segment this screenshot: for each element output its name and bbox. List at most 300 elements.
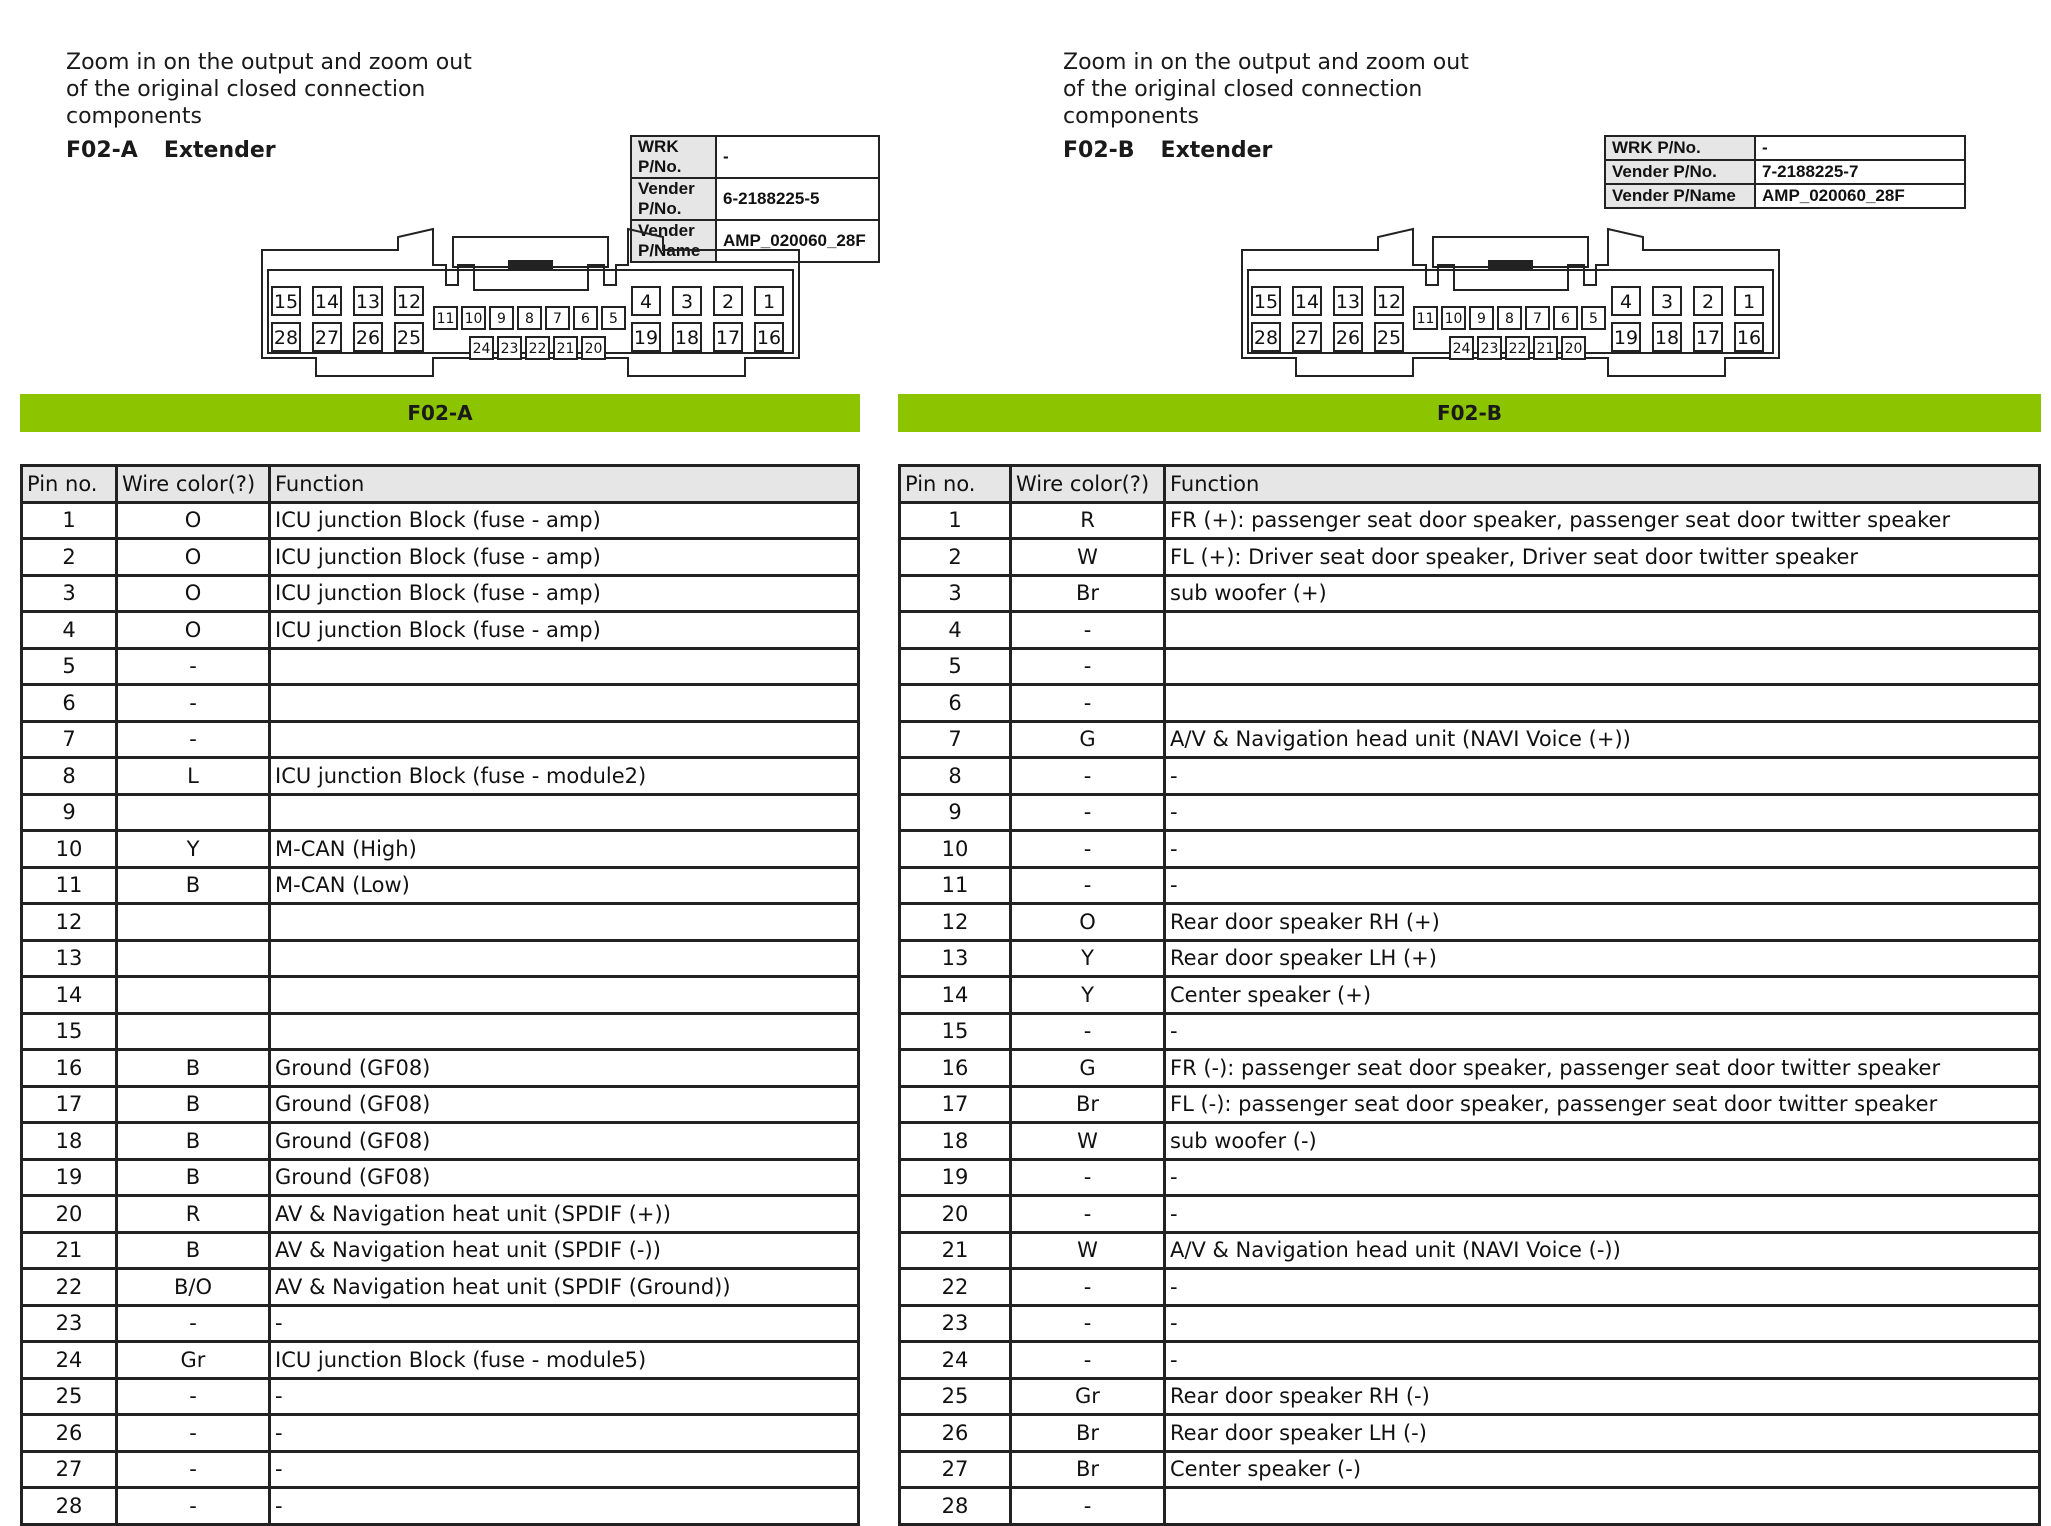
table-row (900, 1232, 2040, 1269)
connector-latch-slot (508, 260, 553, 270)
table-row (900, 1415, 2040, 1452)
pin-number-cell: 19 (22, 1159, 117, 1196)
function-cell: FR (-): passenger seat door speaker, passenger seat door twitter speaker (1165, 1050, 2040, 1087)
pin-cavity-label: 2 (1701, 290, 1715, 313)
column-header-wire-color: Wire color(?) (1011, 466, 1165, 503)
function-cell (270, 940, 859, 977)
wire-color-cell: O (117, 575, 270, 612)
table-row (22, 1196, 859, 1233)
table-row (22, 758, 859, 795)
pin-cavity-label: 19 (1613, 326, 1639, 349)
pin-number-cell: 3 (22, 575, 117, 612)
wire-color-cell: - (1011, 1159, 1165, 1196)
column-header-pin: Pin no. (900, 466, 1011, 503)
pin-cavity-label: 3 (1660, 290, 1674, 313)
table-row (900, 1050, 2040, 1087)
part-number-table (1604, 135, 1966, 209)
table-row (900, 1159, 2040, 1196)
table-row (22, 1159, 859, 1196)
pin-cavity-label: 23 (1480, 341, 1499, 358)
pin-number-cell: 9 (22, 794, 117, 831)
pin-cavity-label: 27 (314, 326, 340, 349)
function-cell: FL (-): passenger seat door speaker, passenger seat door twitter speaker (1165, 1086, 2040, 1123)
table-row (22, 721, 859, 758)
pin-cavity-label: 19 (633, 326, 659, 349)
wire-color-cell: - (1011, 1269, 1165, 1306)
pin-cavity-label: 16 (756, 326, 782, 349)
function-cell (1165, 685, 2040, 722)
function-cell: A/V & Navigation head unit (NAVI Voice (-)) (1165, 1232, 2040, 1269)
table-row (22, 1086, 859, 1123)
pin-number-cell: 28 (22, 1488, 117, 1525)
table-header-row (900, 466, 2040, 503)
table-row (900, 1086, 2040, 1123)
function-cell: Rear door speaker RH (-) (1165, 1378, 2040, 1415)
pin-number-cell: 3 (900, 575, 1011, 612)
pin-number-cell: 16 (900, 1050, 1011, 1087)
wire-color-cell (117, 940, 270, 977)
function-cell (270, 721, 859, 758)
function-cell: - (270, 1488, 859, 1525)
pin-cavity-label: 13 (1335, 290, 1361, 313)
pin-number-cell: 11 (22, 867, 117, 904)
pin-cavity-label: 12 (1376, 290, 1402, 313)
pin-cavity-label: 25 (396, 326, 422, 349)
pin-cavity-label: 13 (355, 290, 381, 313)
pin-number-cell: 23 (22, 1305, 117, 1342)
pin-cavity-label: 1 (762, 290, 776, 313)
wire-color-cell: - (117, 648, 270, 685)
pin-number-cell: 16 (22, 1050, 117, 1087)
pin-number-cell: 10 (22, 831, 117, 868)
function-cell: - (270, 1378, 859, 1415)
function-cell: - (1165, 1013, 2040, 1050)
part-number-key: Vender P/No. (1605, 160, 1755, 184)
wire-color-cell: - (1011, 1013, 1165, 1050)
wire-color-cell: B/O (117, 1269, 270, 1306)
wire-color-cell: - (1011, 794, 1165, 831)
function-cell: Ground (GF08) (270, 1086, 859, 1123)
table-row (22, 1342, 859, 1379)
function-cell (1165, 612, 2040, 649)
wire-color-cell: G (1011, 1050, 1165, 1087)
part-number-key: Vender P/Name (1605, 184, 1755, 208)
pin-number-cell: 26 (22, 1415, 117, 1452)
table-row (900, 867, 2040, 904)
function-cell: ICU junction Block (fuse - module2) (270, 758, 859, 795)
function-cell: M-CAN (Low) (270, 867, 859, 904)
section-bar: F02-B (898, 394, 2041, 432)
part-number-key: WRK P/No. (1605, 136, 1755, 160)
wire-color-cell: B (117, 1123, 270, 1160)
table-row (22, 1123, 859, 1160)
pin-cavity-label: 23 (500, 341, 519, 358)
table-row (22, 904, 859, 941)
pin-number-cell: 8 (900, 758, 1011, 795)
pin-number-cell: 12 (22, 904, 117, 941)
wire-color-cell: R (117, 1196, 270, 1233)
function-cell: - (270, 1451, 859, 1488)
pin-cavity-label: 11 (1416, 311, 1435, 328)
pin-number-cell: 13 (22, 940, 117, 977)
wire-color-cell: R (1011, 502, 1165, 539)
connector-name: Extender (1160, 138, 1273, 163)
table-row (22, 867, 859, 904)
pin-number-cell: 22 (22, 1269, 117, 1306)
table-row (900, 831, 2040, 868)
function-cell: sub woofer (+) (1165, 575, 2040, 612)
table-row (900, 648, 2040, 685)
column-header-wire-color: Wire color(?) (117, 466, 270, 503)
table-row (900, 685, 2040, 722)
pin-cavity-label: 6 (1561, 311, 1570, 328)
function-cell: ICU junction Block (fuse - amp) (270, 539, 859, 576)
table-row (900, 721, 2040, 758)
column-header-function: Function (1165, 466, 2040, 503)
pin-cavity-label: 16 (1736, 326, 1762, 349)
function-cell: - (1165, 1305, 2040, 1342)
table-row (900, 904, 2040, 941)
pin-cavity-label: 28 (273, 326, 299, 349)
table-row (900, 612, 2040, 649)
pin-number-cell: 10 (900, 831, 1011, 868)
pin-number-cell: 22 (900, 1269, 1011, 1306)
function-cell (1165, 1488, 2040, 1525)
part-number-value: 6-2188225-5 (716, 178, 879, 220)
pin-cavity-label: 21 (556, 341, 575, 358)
pin-cavity-label: 17 (715, 326, 741, 349)
table-row (22, 1488, 859, 1525)
wire-color-cell: - (1011, 1488, 1165, 1525)
pin-number-cell: 25 (22, 1378, 117, 1415)
table-row (900, 1342, 2040, 1379)
function-cell: Ground (GF08) (270, 1050, 859, 1087)
pin-cavity-label: 10 (464, 311, 483, 328)
pin-cavity-label: 8 (1505, 311, 1514, 328)
table-row (900, 1305, 2040, 1342)
wire-color-cell: - (117, 1488, 270, 1525)
function-cell: FR (+): passenger seat door speaker, passenger seat door twitter speaker (1165, 502, 2040, 539)
function-cell: AV & Navigation heat unit (SPDIF (Ground)) (270, 1269, 859, 1306)
pin-number-cell: 5 (900, 648, 1011, 685)
pin-cavity-label: 25 (1376, 326, 1402, 349)
wire-color-cell: B (117, 1159, 270, 1196)
pin-number-cell: 4 (900, 612, 1011, 649)
function-cell: Ground (GF08) (270, 1123, 859, 1160)
table-row (22, 502, 859, 539)
table-row (900, 940, 2040, 977)
function-cell: - (1165, 867, 2040, 904)
pin-number-cell: 27 (900, 1451, 1011, 1488)
pin-cavity-label: 17 (1695, 326, 1721, 349)
wire-color-cell: Gr (1011, 1378, 1165, 1415)
pin-number-cell: 20 (900, 1196, 1011, 1233)
table-row (22, 1378, 859, 1415)
wire-color-cell: Br (1011, 1451, 1165, 1488)
function-cell (270, 977, 859, 1014)
table-row (22, 794, 859, 831)
pin-cavity-label: 22 (528, 341, 547, 358)
pin-number-cell: 15 (22, 1013, 117, 1050)
wire-color-cell: - (117, 1305, 270, 1342)
function-cell: M-CAN (High) (270, 831, 859, 868)
part-number-row (1605, 136, 1965, 160)
pin-cavity-label: 6 (581, 311, 590, 328)
function-cell (270, 648, 859, 685)
pin-number-cell: 12 (900, 904, 1011, 941)
table-row (900, 575, 2040, 612)
pin-number-cell: 18 (900, 1123, 1011, 1160)
function-cell: Rear door speaker LH (-) (1165, 1415, 2040, 1452)
pin-number-cell: 14 (22, 977, 117, 1014)
function-cell: ICU junction Block (fuse - module5) (270, 1342, 859, 1379)
wire-color-cell (117, 904, 270, 941)
table-row (900, 1269, 2040, 1306)
table-row (22, 831, 859, 868)
function-cell: Rear door speaker RH (+) (1165, 904, 2040, 941)
wire-color-cell: Br (1011, 1086, 1165, 1123)
pin-table (20, 464, 860, 1526)
pin-cavity-label: 11 (436, 311, 455, 328)
pin-number-cell: 26 (900, 1415, 1011, 1452)
function-cell: Rear door speaker LH (+) (1165, 940, 2040, 977)
table-row (22, 685, 859, 722)
pin-number-cell: 1 (900, 502, 1011, 539)
wire-color-cell: W (1011, 1123, 1165, 1160)
table-row (22, 1013, 859, 1050)
table-row (22, 648, 859, 685)
caption: Zoom in on the output and zoom out of the original closed connection components (66, 50, 472, 129)
table-row (22, 1232, 859, 1269)
pin-number-cell: 14 (900, 977, 1011, 1014)
table-row (900, 502, 2040, 539)
connector-id: F02-A (66, 138, 138, 163)
pin-number-cell: 18 (22, 1123, 117, 1160)
connector-face-diagram (1238, 225, 1783, 385)
pin-cavity-label: 22 (1508, 341, 1527, 358)
function-cell (270, 1013, 859, 1050)
pin-cavity-label: 4 (639, 290, 653, 313)
function-cell: - (1165, 794, 2040, 831)
pin-cavity-label: 10 (1444, 311, 1463, 328)
pin-number-cell: 2 (22, 539, 117, 576)
pin-number-cell: 7 (900, 721, 1011, 758)
pin-cavity-label: 24 (1452, 341, 1471, 358)
function-cell: - (1165, 758, 2040, 795)
table-row (22, 1451, 859, 1488)
pin-cavity-label: 20 (1564, 341, 1583, 358)
pin-cavity-label: 7 (553, 311, 562, 328)
section-bar: F02-A (20, 394, 860, 432)
pin-number-cell: 21 (22, 1232, 117, 1269)
pin-cavity-label: 26 (1335, 326, 1361, 349)
function-cell: Center speaker (-) (1165, 1451, 2040, 1488)
part-number-key: Vender P/No. (631, 178, 716, 220)
table-row (900, 1013, 2040, 1050)
wire-color-cell: - (1011, 1196, 1165, 1233)
function-cell (1165, 648, 2040, 685)
part-number-row (1605, 160, 1965, 184)
pin-number-cell: 5 (22, 648, 117, 685)
function-cell: - (1165, 831, 2040, 868)
connector-face-diagram (258, 225, 803, 385)
function-cell (270, 685, 859, 722)
function-cell: - (1165, 1342, 2040, 1379)
pin-number-cell: 24 (900, 1342, 1011, 1379)
table-row (22, 1415, 859, 1452)
wire-color-cell: - (1011, 758, 1165, 795)
pin-cavity-label: 26 (355, 326, 381, 349)
pin-cavity-label: 28 (1253, 326, 1279, 349)
function-cell: ICU junction Block (fuse - amp) (270, 502, 859, 539)
pin-number-cell: 2 (900, 539, 1011, 576)
pin-number-cell: 8 (22, 758, 117, 795)
function-cell: FL (+): Driver seat door speaker, Driver seat door twitter speaker (1165, 539, 2040, 576)
function-cell: AV & Navigation heat unit (SPDIF (+)) (270, 1196, 859, 1233)
pin-cavity-label: 14 (314, 290, 340, 313)
table-row (22, 539, 859, 576)
caption: Zoom in on the output and zoom out of the original closed connection components (1063, 50, 1469, 129)
pin-cavity-label: 15 (273, 290, 299, 313)
table-row (22, 575, 859, 612)
pin-number-cell: 17 (900, 1086, 1011, 1123)
wire-color-cell: - (1011, 648, 1165, 685)
pin-cavity-label: 3 (680, 290, 694, 313)
pin-number-cell: 24 (22, 1342, 117, 1379)
pin-number-cell: 4 (22, 612, 117, 649)
pin-number-cell: 20 (22, 1196, 117, 1233)
wire-color-cell: G (1011, 721, 1165, 758)
function-cell (270, 794, 859, 831)
table-row (22, 1305, 859, 1342)
pin-cavity-label: 2 (721, 290, 735, 313)
function-cell: - (1165, 1159, 2040, 1196)
wire-color-cell: - (1011, 612, 1165, 649)
wire-color-cell: O (117, 539, 270, 576)
table-row (900, 1196, 2040, 1233)
connector-panel-f02-b (890, 0, 2051, 1518)
wire-color-cell: B (117, 1050, 270, 1087)
table-row (900, 1488, 2040, 1525)
wire-color-cell: O (1011, 904, 1165, 941)
table-row (900, 1451, 2040, 1488)
pin-number-cell: 1 (22, 502, 117, 539)
pin-number-cell: 13 (900, 940, 1011, 977)
wire-color-cell: O (117, 612, 270, 649)
function-cell: Center speaker (+) (1165, 977, 2040, 1014)
part-number-row (1605, 184, 1965, 208)
column-header-function: Function (270, 466, 859, 503)
table-row (22, 1269, 859, 1306)
pin-cavity-label: 1 (1742, 290, 1756, 313)
pin-number-cell: 27 (22, 1451, 117, 1488)
function-cell: Ground (GF08) (270, 1159, 859, 1196)
wire-color-cell: Br (1011, 1415, 1165, 1452)
part-number-row (631, 136, 879, 178)
pin-cavity-label: 15 (1253, 290, 1279, 313)
pin-number-cell: 9 (900, 794, 1011, 831)
wire-color-cell: L (117, 758, 270, 795)
table-header-row (22, 466, 859, 503)
table-row (22, 612, 859, 649)
wire-color-cell (117, 1013, 270, 1050)
pin-number-cell: 23 (900, 1305, 1011, 1342)
connector-title (1063, 138, 1272, 163)
pin-cavity-label: 4 (1619, 290, 1633, 313)
pin-cavity-label: 24 (472, 341, 491, 358)
wire-color-cell (117, 794, 270, 831)
table-row (900, 539, 2040, 576)
wire-color-cell: - (1011, 1342, 1165, 1379)
table-row (900, 977, 2040, 1014)
wire-color-cell: - (1011, 1305, 1165, 1342)
function-cell: sub woofer (-) (1165, 1123, 2040, 1160)
pin-cavity-label: 9 (497, 311, 506, 328)
connector-id: F02-B (1063, 138, 1135, 163)
wire-color-cell: Gr (117, 1342, 270, 1379)
pin-cavity-label: 14 (1294, 290, 1320, 313)
function-cell: - (1165, 1269, 2040, 1306)
pin-number-cell: 19 (900, 1159, 1011, 1196)
part-number-row (631, 178, 879, 220)
wire-color-cell: - (1011, 867, 1165, 904)
table-row (900, 758, 2040, 795)
pin-cavity-label: 20 (584, 341, 603, 358)
part-number-value: AMP_020060_28F (716, 220, 879, 262)
wire-color-cell: B (117, 1232, 270, 1269)
pin-cavity-label: 7 (1533, 311, 1542, 328)
function-cell: - (270, 1415, 859, 1452)
pin-cavity-label: 8 (525, 311, 534, 328)
pin-number-cell: 6 (22, 685, 117, 722)
wire-color-cell: W (1011, 539, 1165, 576)
wire-color-cell: - (117, 1451, 270, 1488)
wire-color-cell: Br (1011, 575, 1165, 612)
pin-cavity-label: 18 (674, 326, 700, 349)
wire-color-cell (117, 977, 270, 1014)
function-cell: - (1165, 1196, 2040, 1233)
connector-panel-f02-a (0, 0, 880, 1518)
function-cell: ICU junction Block (fuse - amp) (270, 575, 859, 612)
part-number-value: 7-2188225-7 (1755, 160, 1965, 184)
wire-color-cell: - (117, 1415, 270, 1452)
part-number-value: - (1755, 136, 1965, 160)
pin-cavity-label: 5 (1589, 311, 1598, 328)
wire-color-cell: Y (117, 831, 270, 868)
table-row (22, 1050, 859, 1087)
pin-cavity-label: 27 (1294, 326, 1320, 349)
wire-color-cell: B (117, 1086, 270, 1123)
wire-color-cell: O (117, 502, 270, 539)
wire-color-cell: B (117, 867, 270, 904)
function-cell: AV & Navigation heat unit (SPDIF (-)) (270, 1232, 859, 1269)
pin-cavity-label: 21 (1536, 341, 1555, 358)
wire-color-cell: Y (1011, 940, 1165, 977)
table-row (22, 940, 859, 977)
pin-number-cell: 21 (900, 1232, 1011, 1269)
connector-title (66, 138, 276, 163)
wire-color-cell: - (117, 685, 270, 722)
part-number-key: WRK P/No. (631, 136, 716, 178)
wire-color-cell: - (117, 1378, 270, 1415)
pin-number-cell: 25 (900, 1378, 1011, 1415)
function-cell (270, 904, 859, 941)
pin-cavity-label: 5 (609, 311, 618, 328)
pin-cavity-label: 12 (396, 290, 422, 313)
pin-number-cell: 17 (22, 1086, 117, 1123)
pin-cavity-label: 9 (1477, 311, 1486, 328)
function-cell: - (270, 1305, 859, 1342)
